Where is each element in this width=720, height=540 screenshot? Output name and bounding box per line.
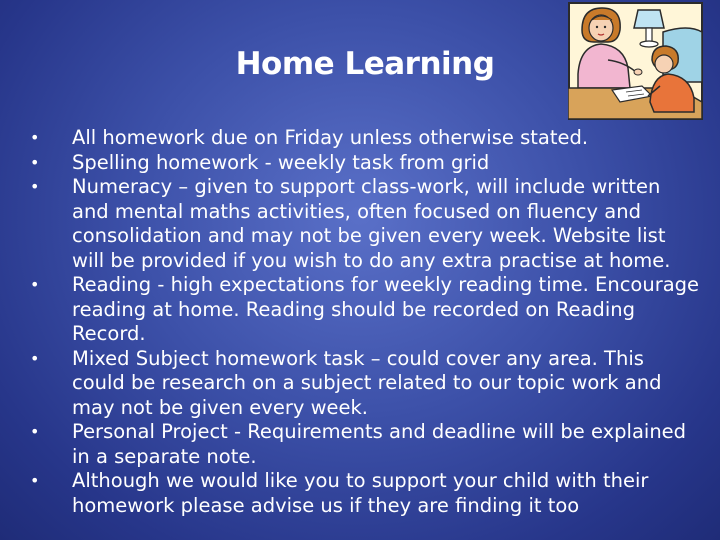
bullet-marker: • — [30, 471, 40, 490]
bullet-item-5 — [30, 347, 702, 421]
slide-title: Home Learning — [235, 46, 495, 82]
bullet-item-6 — [30, 420, 702, 469]
parent-helping-child-icon — [568, 2, 703, 120]
homework-bullet-list — [30, 126, 702, 518]
bullet-text: Reading - high expectations for weekly reading time. Encourage reading at home. Reading should be recorded on Reading Record. — [72, 273, 700, 345]
bullet-marker: • — [30, 177, 40, 196]
bullet-item-3 — [30, 175, 702, 273]
bullet-text: Mixed Subject homework task – could cover any area. This could be research on a subject related to our topic work and may not be given every week. — [72, 346, 662, 419]
bullet-item-1 — [30, 126, 702, 151]
bullet-text: Numeracy – given to support class-work, will include written and mental maths activities, often focused on fluency and consolidation and may not be given every week. Website list will be provided if you wish to do any extra practise at home. — [72, 175, 671, 272]
bullet-item-7 — [30, 469, 702, 518]
bullet-text: All homework due on Friday unless otherwise stated. — [72, 126, 589, 149]
bullet-text: Although we would like you to support your child with their homework please advise us if they are finding it too — [72, 469, 649, 517]
bullet-item-4 — [30, 273, 702, 347]
bullet-marker: • — [30, 275, 40, 294]
bullet-marker: • — [30, 152, 40, 172]
bullet-text: Spelling homework - weekly task from grid — [72, 150, 490, 174]
bullet-text: Personal Project - Requirements and deadline will be explained in a separate note. — [72, 420, 687, 468]
bullet-marker: • — [30, 128, 40, 147]
bullet-item-2 — [30, 151, 702, 176]
bullet-marker: • — [30, 348, 40, 368]
bullet-marker: • — [30, 422, 40, 441]
